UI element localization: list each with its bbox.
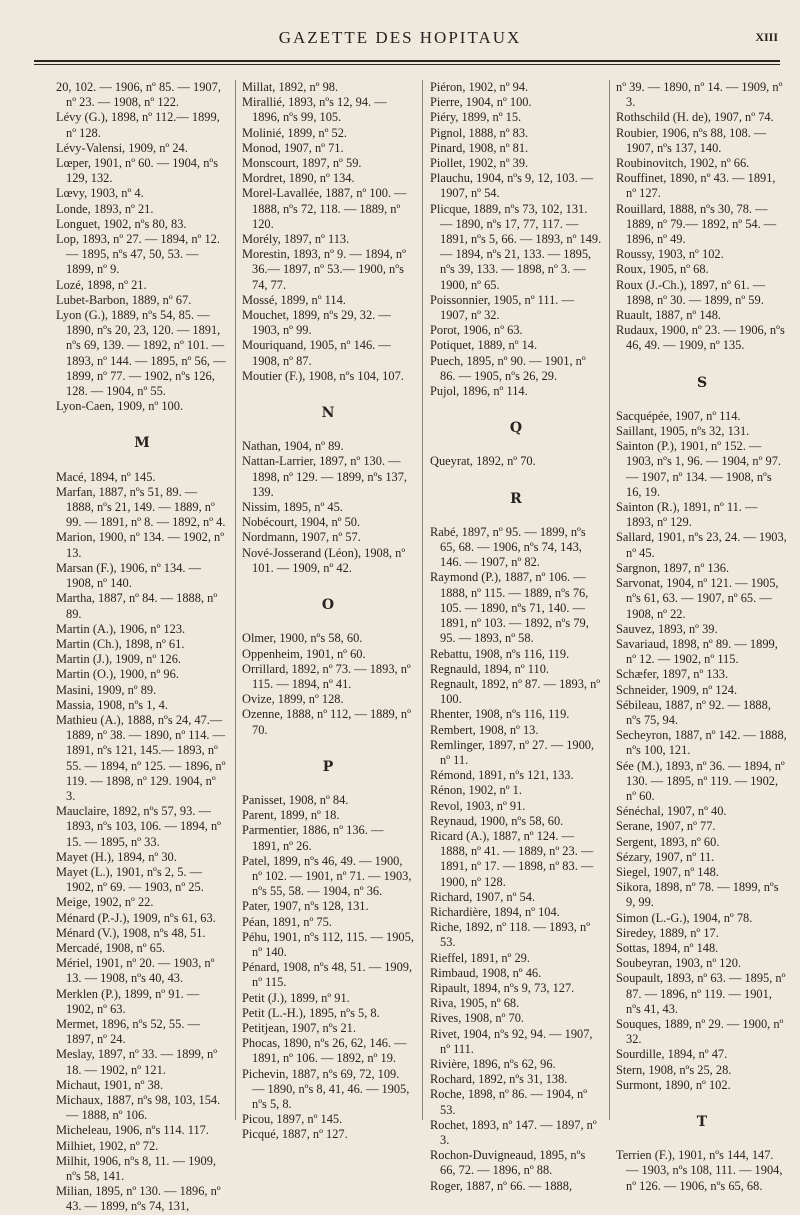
index-entry: Michaut, 1901, nº 38. bbox=[56, 1077, 164, 1092]
index-entry: Siredey, 1889, nº 17. bbox=[616, 925, 719, 940]
index-column-1 bbox=[56, 80, 228, 1215]
index-entry: Rudaux, 1900, nº 23. — 1906, nºs 46, 49. — 1909, nº 135. bbox=[616, 323, 785, 353]
index-entry: Morel-Lavallée, 1887, nº 100. — 1888, nºs 72, 118. — 1889, nº 120. bbox=[242, 186, 407, 231]
index-entry: Roubinovitch, 1902, nº 66. bbox=[616, 156, 750, 171]
index-entry: Monod, 1907, nº 71. bbox=[242, 140, 344, 155]
index-entry: Lœvy, 1903, nº 4. bbox=[56, 186, 144, 201]
section-letter: T bbox=[696, 1114, 708, 1130]
index-entry: Pignol, 1888, nº 83. bbox=[430, 125, 529, 140]
index-entry: Meige, 1902, nº 22. bbox=[56, 895, 154, 910]
index-entry: Martin (J.), 1909, nº 126. bbox=[56, 652, 181, 667]
index-entry: Plauchu, 1904, nºs 9, 12, 103. — 1907, nº 54. bbox=[430, 171, 594, 201]
index-entry: Reynaud, 1900, nºs 58, 60. bbox=[430, 813, 564, 828]
index-entry: Pater, 1907, nºs 128, 131. bbox=[242, 899, 369, 914]
index-entry: Rebattu, 1908, nºs 116, 119. bbox=[430, 646, 570, 661]
section-letter: O bbox=[321, 597, 335, 614]
index-entry: Queyrat, 1892, nº 70. bbox=[430, 454, 536, 469]
index-entry: Merklen (P.), 1899, nº 91. — 1902, nº 63. bbox=[56, 986, 200, 1016]
column-divider bbox=[422, 80, 423, 1120]
index-entry: Puech, 1895, nº 90. — 1901, nº 86. — 1905, nºs 26, 29. bbox=[430, 353, 586, 383]
index-column-3 bbox=[430, 80, 602, 1194]
index-entry: Olmer, 1900, nºs 58, 60. bbox=[242, 631, 363, 646]
index-entry: Marfan, 1887, nºs 51, 89. — 1888, nºs 21, 149. — 1889, nº 99. — 1891, nº 8. — 1892, nº 4. bbox=[56, 484, 226, 530]
index-entry: Schæfer, 1897, nº 133. bbox=[616, 667, 729, 682]
index-entry: Roger, 1887, nº 66. — 1888, bbox=[430, 1178, 573, 1193]
index-entry: Regnault, 1892, nº 87. — 1893, nº 100. bbox=[430, 676, 601, 707]
index-entry: Patel, 1899, nºs 46, 49. — 1900, nº 102. — 1901, nº 71. — 1903, nºs 55, 58. — 1904, nº 36. bbox=[242, 853, 412, 899]
index-entry: Ménard (P.-J.), 1909, nºs 61, 63. bbox=[56, 910, 216, 925]
index-entry: Sottas, 1894, nº 148. bbox=[616, 940, 719, 955]
index-entry: Nattan-Larrier, 1897, nº 130. — 1898, nº 129. — 1899, nºs 137, 139. bbox=[242, 454, 407, 499]
index-entry: Revol, 1903, nº 91. bbox=[430, 798, 526, 813]
index-entry: Savariaud, 1898, nº 89. — 1899, nº 12. — 1902, nº 115. bbox=[616, 636, 778, 667]
index-entry: Rochon-Duvigneaud, 1895, nºs 66, 72. — 1896, nº 88. bbox=[430, 1148, 586, 1178]
index-entry: Micheleau, 1906, nºs 114. 117. bbox=[56, 1123, 209, 1138]
index-entry: Longuet, 1902, nºs 80, 83. bbox=[56, 216, 187, 231]
index-entry: Mercadé, 1908, nº 65. bbox=[56, 940, 166, 955]
index-entry: Lyon-Caen, 1909, nº 100. bbox=[56, 399, 184, 414]
index-entry: Mordret, 1890, nº 134. bbox=[242, 171, 355, 186]
index-entry: Sargnon, 1897, nº 136. bbox=[616, 560, 730, 575]
index-entry: Piollet, 1902, nº 39. bbox=[430, 156, 529, 171]
index-entry: Marsan (F.), 1906, nº 134. — 1908, nº 140. bbox=[56, 560, 201, 591]
index-entry: Oppenheim, 1901, nº 60. bbox=[242, 646, 366, 661]
section-letter: R bbox=[510, 490, 522, 507]
index-entry: Rochet, 1893, nº 147. — 1897, nº 3. bbox=[430, 1117, 597, 1147]
index-entry: Stern, 1908, nºs 25, 28. bbox=[616, 1062, 732, 1077]
index-column-4 bbox=[616, 80, 788, 1194]
index-entry: Martin (A.), 1906, nº 123. bbox=[56, 621, 186, 636]
index-entry: Potiquet, 1889, nº 14. bbox=[430, 338, 538, 353]
index-entry: Moutier (F.), 1908, nºs 104, 107. bbox=[242, 368, 404, 383]
column-divider bbox=[235, 80, 236, 1120]
index-entry: Mauclaire, 1892, nºs 57, 93. — 1893, nºs 103, 106. — 1894, nº 15. — 1895, nº 33. bbox=[56, 804, 221, 849]
index-entry: Sourdille, 1894, nº 47. bbox=[616, 1047, 728, 1062]
index-entry: nº 39. — 1890, nº 14. — 1909, nº 3. bbox=[616, 80, 783, 110]
index-entry: Soubeyran, 1903, nº 120. bbox=[616, 956, 741, 971]
index-entry: Lœper, 1901, nº 60. — 1904, nºs 129, 132. bbox=[56, 156, 219, 186]
index-entry: Secheyron, 1887, nº 142. — 1888, nºs 100, 121. bbox=[616, 728, 787, 758]
index-entry: Nissim, 1895, nº 45. bbox=[242, 500, 343, 515]
index-entry: Mayet (L.), 1901, nºs 2, 5. — 1902, nº 69. — 1903, nº 25. bbox=[56, 864, 204, 895]
page-number: XIII bbox=[755, 30, 778, 44]
index-entry: Nové-Josserand (Léon), 1908, nº 101. — 1909, nº 42. bbox=[242, 545, 406, 575]
index-entry: Rivet, 1904, nºs 92, 94. — 1907, nº 111. bbox=[430, 1026, 593, 1056]
index-entry: Richard, 1907, nº 54. bbox=[430, 889, 536, 904]
index-entry: Molinié, 1899, nº 52. bbox=[242, 125, 348, 140]
index-entry: Lévy-Valensi, 1909, nº 24. bbox=[56, 140, 188, 155]
index-entry: Rimbaud, 1908, nº 46. bbox=[430, 965, 542, 980]
index-entry: Londe, 1893, nº 21. bbox=[56, 201, 154, 216]
index-entry: Nobécourt, 1904, nº 50. bbox=[242, 515, 361, 530]
index-entry: Surmont, 1890, nº 102. bbox=[616, 1077, 731, 1092]
index-entry: Terrien (F.), 1901, nºs 144, 147. — 1903, nºs 108, 111. — 1904, nº 126. — 1906, nºs 65, 68. bbox=[616, 1148, 783, 1193]
index-entry: Roche, 1898, nº 86. — 1904, nº 53. bbox=[430, 1087, 588, 1117]
index-entry: Sébileau, 1887, nº 92. — 1888, nºs 75, 94. bbox=[616, 697, 771, 727]
index-entry: Ozenne, 1888, nº 112, — 1889, nº 70. bbox=[242, 707, 411, 737]
index-entry: Panisset, 1908, nº 84. bbox=[242, 792, 349, 807]
index-entry: Sézary, 1907, nº 11. bbox=[616, 849, 715, 864]
index-entry: Massia, 1908, nºs 1, 4. bbox=[56, 697, 168, 712]
index-entry: 20, 102. — 1906, nº 85. — 1907, nº 23. — 1908, nº 122. bbox=[56, 80, 221, 110]
index-entry: Michaux, 1887, nºs 98, 103, 154. — 1888, nº 106. bbox=[56, 1093, 221, 1123]
header-rule-thick bbox=[34, 60, 780, 62]
index-entry: Sainton (P.), 1901, nº 152. — 1903, nºs 1, 96. — 1904, nº 97. — 1907, nº 134. — 1908, nºs 16, 19. bbox=[616, 439, 781, 499]
index-entry: Lozé, 1898, nº 21. bbox=[56, 277, 147, 292]
index-entry: Picou, 1897, nº 145. bbox=[242, 1112, 343, 1127]
index-entry: Richardière, 1894, nº 104. bbox=[430, 904, 560, 919]
index-entry: Rénon, 1902, nº 1. bbox=[430, 783, 522, 798]
index-entry: Milian, 1895, nº 130. — 1896, nº 43. — 1899, nºs 74, 131, bbox=[56, 1184, 221, 1214]
index-entry: Saillant, 1905, nºs 32, 131. bbox=[616, 424, 750, 439]
section-letter: P bbox=[322, 758, 334, 775]
index-entry: Sénéchal, 1907, nº 40. bbox=[616, 804, 727, 819]
index-entry: Rouillard, 1888, nºs 30, 78. — 1889, nº 79.— 1892, nº 54. — 1896, nº 49. bbox=[616, 201, 777, 247]
index-entry: Schneider, 1909, nº 124. bbox=[616, 682, 738, 697]
index-entry: Pujol, 1896, nº 114. bbox=[430, 384, 528, 399]
index-entry: Lop, 1893, nº 27. — 1894, nº 12. — 1895, nºs 47, 50, 53. — 1899, nº 9. bbox=[56, 232, 220, 277]
index-entry: Orrillard, 1892, nº 73. — 1893, nº 115. — 1894, nº 41. bbox=[242, 661, 411, 691]
index-entry: Soupault, 1893, nº 63. — 1895, nº 87. — 1896, nº 119. — 1901, nºs 41, 43. bbox=[616, 971, 786, 1016]
index-entry: Millat, 1892, nº 98. bbox=[242, 80, 339, 94]
index-entry: Parent, 1899, nº 18. bbox=[242, 808, 340, 823]
column-divider bbox=[609, 80, 610, 1120]
section-letter: Q bbox=[509, 420, 523, 437]
index-entry: Rhenter, 1908, nºs 116, 119. bbox=[430, 707, 570, 722]
index-entry: Ripault, 1894, nºs 9, 73, 127. bbox=[430, 980, 575, 995]
index-entry: Porot, 1906, nº 63. bbox=[430, 323, 523, 338]
index-entry: Milhit, 1906, nºs 8, 11. — 1909, nºs 58, 141. bbox=[56, 1153, 216, 1184]
index-entry: Martin (O.), 1900, nº 96. bbox=[56, 667, 179, 682]
index-entry: Lyon (G.), 1889, nºs 54, 85. — 1890, nºs 20, 23, 120. — 1891, nºs 69, 139. — 1892, nº 101. — 1893, nº 144. — 1895, nº 56, — 1899, nº 77. — 1902, nºs 126, 128. — 1904, nº 55. bbox=[56, 308, 226, 399]
index-entry: Mathieu (A.), 1888, nºs 24, 47.— 1889, nº 38. — 1890, nº 114. — 1891, nºs 121, 145.— 1893, nº 55. — 1894, nº 125. — 1896, nº 119. — 1898, nº 129. 1904, nº 3. bbox=[56, 712, 226, 803]
index-entry: Rives, 1908, nº 70. bbox=[430, 1011, 525, 1026]
index-entry: Péhu, 1901, nºs 112, 115. — 1905, nº 140. bbox=[242, 929, 414, 959]
index-entry: Pierre, 1904, nº 100. bbox=[430, 95, 532, 110]
index-entry: Serane, 1907, nº 77. bbox=[616, 819, 716, 834]
index-entry: Rouffinet, 1890, nº 43. — 1891, nº 127. bbox=[616, 171, 776, 201]
index-entry: Rochard, 1892, nºs 31, 138. bbox=[430, 1072, 568, 1087]
index-entry: Parmentier, 1886, nº 136. — 1891, nº 26. bbox=[242, 823, 384, 853]
index-entry: Siegel, 1907, nº 148. bbox=[616, 864, 719, 879]
index-entry: Lévy (G.), 1898, nº 112.— 1899, nº 128. bbox=[56, 110, 220, 140]
section-letter: N bbox=[321, 405, 335, 422]
index-entry: Mériel, 1901, nº 20. — 1903, nº 13. — 1908, nºs 40, 43. bbox=[56, 956, 215, 986]
index-entry: Rembert, 1908, nº 13. bbox=[430, 722, 539, 737]
index-entry: Mouchet, 1899, nºs 29, 32. — 1903, nº 99. bbox=[242, 308, 391, 338]
index-entry: Sallard, 1901, nºs 23, 24. — 1903, nº 45. bbox=[616, 530, 787, 560]
index-entry: Monscourt, 1897, nº 59. bbox=[242, 156, 362, 171]
index-entry: Rieffel, 1891, nº 29. bbox=[430, 950, 530, 965]
index-entry: Masini, 1909, nº 89. bbox=[56, 682, 157, 697]
index-entry: Meslay, 1897, nº 33. — 1899, nº 18. — 1902, nº 121. bbox=[56, 1047, 218, 1077]
index-entry: Simon (L.-G.), 1904, nº 78. bbox=[616, 910, 753, 925]
index-entry: Nathan, 1904, nº 89. bbox=[242, 439, 344, 454]
index-entry: Nordmann, 1907, nº 57. bbox=[242, 530, 361, 545]
index-entry: Ménard (V.), 1908, nºs 48, 51. bbox=[56, 925, 206, 940]
index-entry: Sée (M.), 1893, nº 36. — 1894, nº 130. — 1895, nº 119. — 1902, nº 60. bbox=[616, 758, 785, 803]
index-entry: Mayet (H.), 1894, nº 30. bbox=[56, 849, 177, 864]
index-entry: Regnauld, 1894, nº 110. bbox=[430, 661, 550, 676]
section-letter: S bbox=[696, 374, 708, 391]
index-entry: Sauvez, 1893, nº 39. bbox=[616, 621, 718, 636]
index-entry: Martha, 1887, nº 84. — 1888, nº 89. bbox=[56, 591, 218, 621]
index-entry: Piéry, 1899, nº 15. bbox=[430, 110, 522, 125]
index-entry: Rabé, 1897, nº 95. — 1899, nºs 65, 68. — 1906, nºs 74, 143, 146. — 1907, nº 82. bbox=[430, 524, 586, 570]
index-entry: Ruault, 1887, nº 148. bbox=[616, 308, 722, 323]
index-entry: Péan, 1891, nº 75. bbox=[242, 914, 332, 929]
index-entry: Roubier, 1906, nºs 88, 108. — 1907, nºs 137, 140. bbox=[616, 125, 767, 155]
index-entry: Riva, 1905, nº 68. bbox=[430, 996, 520, 1011]
index-entry: Rémond, 1891, nºs 121, 133. bbox=[430, 768, 574, 783]
journal-title: GAZETTE DES HOPITAUX bbox=[278, 28, 522, 47]
index-entry: Mirallié, 1893, nºs 12, 94. — 1896, nºs 99, 105. bbox=[242, 95, 387, 125]
index-entry: Poissonnier, 1905, nº 111. — 1907, nº 32. bbox=[430, 292, 574, 323]
index-entry: Mermet, 1896, nºs 52, 55. — 1897, nº 24. bbox=[56, 1016, 200, 1047]
index-entry: Riche, 1892, nº 118. — 1893, nº 53. bbox=[430, 920, 591, 950]
index-entry: Pinard, 1908, nº 81. bbox=[430, 140, 529, 155]
index-entry: Morestin, 1893, nº 9. — 1894, nº 36.— 1897, nº 53.— 1900, nºs 74, 77. bbox=[242, 247, 406, 292]
index-entry: Ricard (A.), 1887, nº 124. — 1888, nº 41. — 1889, nº 23. — 1891, nº 17. — 1898, nº 83. — 1900, nº 128. bbox=[430, 828, 594, 889]
index-entry: Piéron, 1902, nº 94. bbox=[430, 80, 529, 94]
index-entry: Pichevin, 1887, nºs 69, 72, 109. — 1890, nºs 8, 41, 46. — 1905, nºs 5, 8. bbox=[242, 1066, 410, 1111]
index-entry: Sacquépée, 1907, nº 114. bbox=[616, 408, 741, 423]
index-entry: Roussy, 1903, nº 102. bbox=[616, 247, 724, 262]
index-entry: Roux, 1905, nº 68. bbox=[616, 262, 709, 277]
index-entry: Sarvonat, 1904, nº 121. — 1905, nºs 61, 63. — 1907, nº 65. — 1908, nº 22. bbox=[616, 576, 779, 621]
index-entry: Petit (L.-H.), 1895, nºs 5, 8. bbox=[242, 1005, 380, 1020]
index-entry: Remlinger, 1897, nº 27. — 1900, nº 11. bbox=[430, 737, 595, 767]
index-columns bbox=[56, 80, 787, 1214]
index-entry: Mossé, 1899, nº 114. bbox=[242, 292, 346, 307]
index-entry: Roux (J.-Ch.), 1897, nº 61. — 1898, nº 30. — 1899, nº 59. bbox=[616, 277, 766, 307]
index-entry: Picqué, 1887, nº 127. bbox=[242, 1127, 348, 1142]
header-rule-thin bbox=[34, 64, 780, 65]
section-letter: M bbox=[134, 435, 150, 452]
index-entry: Marion, 1900, nº 134. — 1902, nº 13. bbox=[56, 530, 225, 560]
index-entry: Pénard, 1908, nºs 48, 51. — 1909, nº 115. bbox=[242, 960, 413, 990]
index-entry: Petit (J.), 1899, nº 91. bbox=[242, 990, 350, 1005]
index-entry: Ovize, 1899, nº 128. bbox=[242, 692, 344, 707]
index-entry: Milhiet, 1902, nº 72. bbox=[56, 1138, 159, 1153]
index-column-2 bbox=[242, 80, 414, 1143]
index-entry: Sainton (R.), 1891, nº 11. — 1893, nº 129. bbox=[616, 500, 758, 530]
index-entry: Petitjean, 1907, nºs 21. bbox=[242, 1020, 356, 1035]
index-entry: Plicque, 1889, nºs 73, 102, 131. — 1890, nºs 17, 77, 117. — 1891, nºs 5, 66. — 1893, nº 149. — 1894, nºs 21, 133. — 1895, nºs 39, 133. — 1898, nº 3. — 1900, nº 65. bbox=[430, 201, 602, 292]
index-entry: Martin (Ch.), 1898, nº 61. bbox=[56, 636, 185, 651]
index-entry: Phocas, 1890, nºs 26, 62, 146. — 1891, nº 106. — 1892, nº 19. bbox=[242, 1036, 407, 1066]
index-entry: Rivière, 1896, nºs 62, 96. bbox=[430, 1056, 556, 1071]
index-entry: Rothschild (H. de), 1907, nº 74. bbox=[616, 110, 774, 125]
index-entry: Macé, 1894, nº 145. bbox=[56, 469, 156, 484]
index-entry: Sergent, 1893, nº 60. bbox=[616, 834, 720, 849]
index-entry: Mouriquand, 1905, nº 146. — 1908, nº 87. bbox=[242, 338, 391, 368]
index-entry: Lubet-Barbon, 1889, nº 67. bbox=[56, 292, 192, 307]
index-entry: Sikora, 1898, nº 78. — 1899, nºs 9, 99. bbox=[616, 880, 779, 910]
index-entry: Souques, 1889, nº 29. — 1900, nº 32. bbox=[616, 1016, 784, 1047]
index-entry: Morély, 1897, nº 113. bbox=[242, 232, 350, 247]
index-entry: Raymond (P.), 1887, nº 106. — 1888, nº 115. — 1889, nºs 76, 105. — 1890, nºs 71, 140. — 1891, nº 103. — 1892, nºs 79, 95. — 1893, nº 58. bbox=[430, 570, 589, 646]
